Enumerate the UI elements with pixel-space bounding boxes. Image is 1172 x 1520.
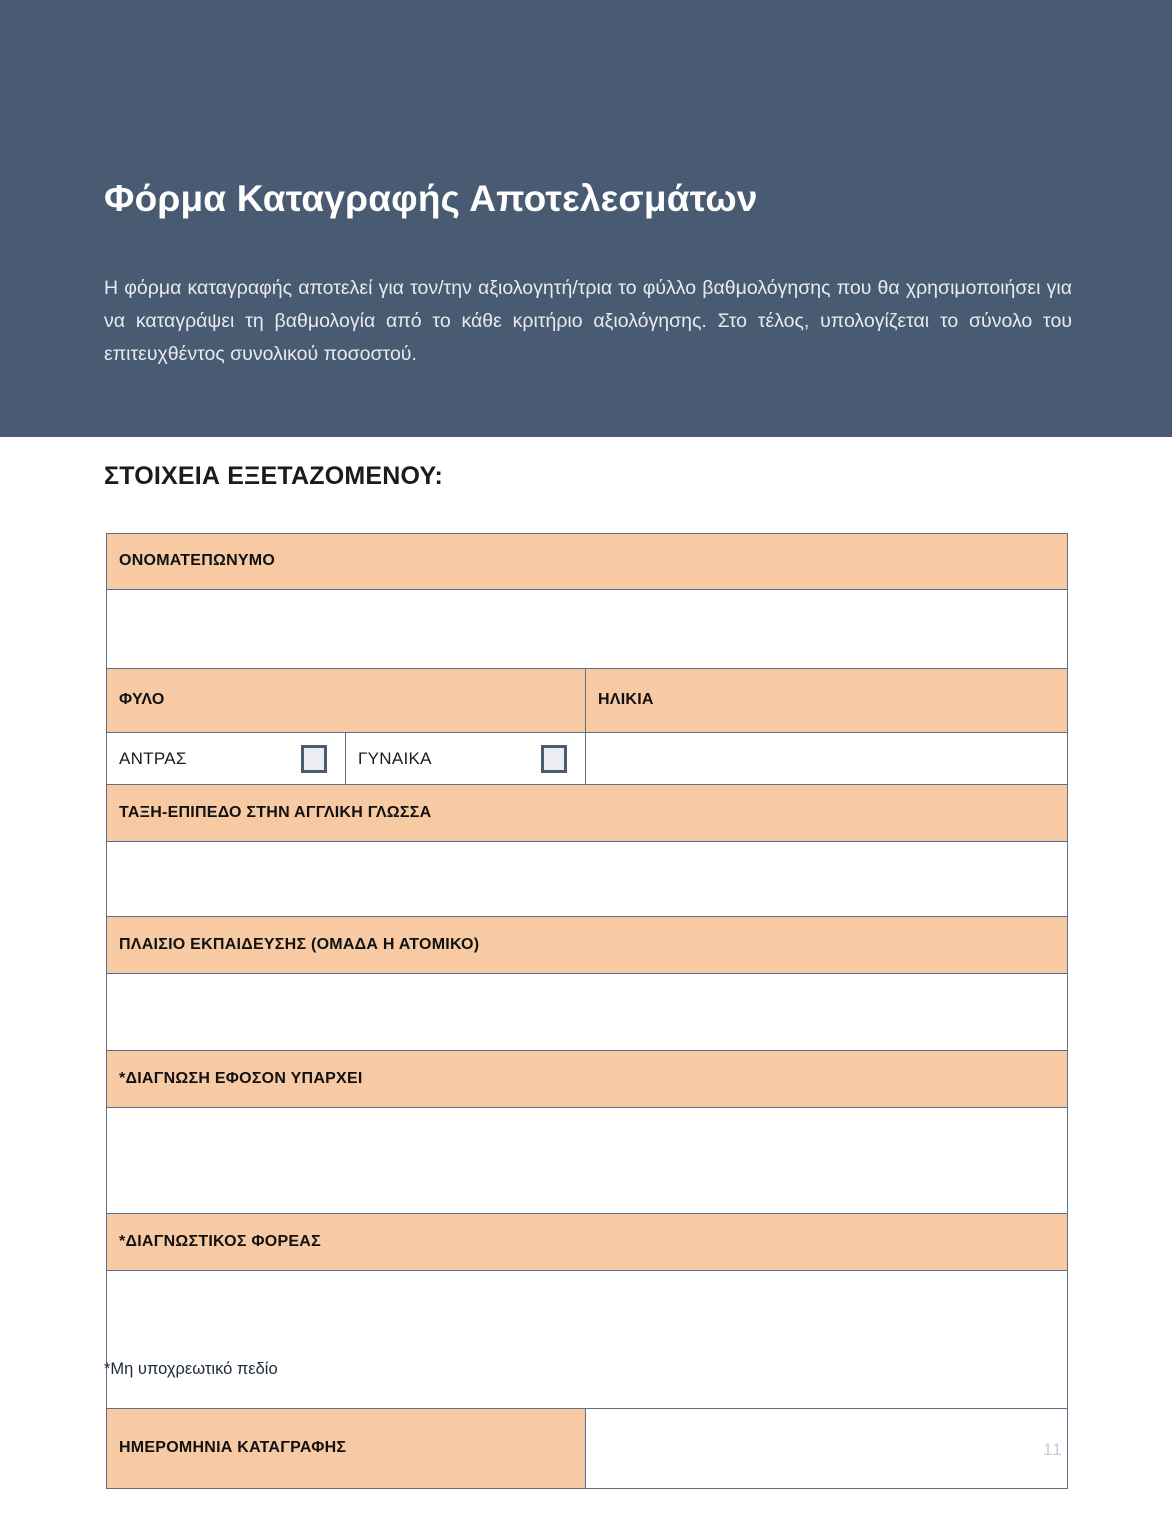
table-row-diagnostic-body-input <box>107 1271 1068 1409</box>
table-row-record-date <box>107 1409 1068 1489</box>
label-record-date: ΗΜΕΡΟΜΗΝΙΑ ΚΑΤΑΓΡΑΦΗΣ <box>107 1409 586 1489</box>
page-header-banner <box>0 0 1172 437</box>
input-diagnostic-body[interactable] <box>107 1271 1068 1409</box>
label-gender: ΦΥΛΟ <box>107 669 586 733</box>
input-record-date[interactable] <box>586 1409 1068 1489</box>
input-education-setting[interactable] <box>107 974 1068 1051</box>
input-english-level[interactable] <box>107 842 1068 917</box>
intro-paragraph: Η φόρμα καταγραφής αποτελεί για τον/την αξιολογητή/τρια το φύλλο βαθμολόγησης που θα χρησιμοποιήσει για να καταγράψει τη βαθμολογία από το κάθε κριτήριο αξιολόγησης. Στο τέλος, υπολογίζεται το σύνολο του επιτευχθέντος συνολικού ποσοστού. <box>104 277 1072 365</box>
candidate-details-form-table <box>106 533 1068 1489</box>
table-row-gender-age-input <box>107 733 1068 785</box>
input-age[interactable] <box>586 733 1068 785</box>
gender-option-female-label: ΓΥΝΑΙΚΑ <box>358 748 432 768</box>
label-age: ΗΛΙΚΙΑ <box>586 669 1068 733</box>
table-row-education-setting-input <box>107 974 1068 1051</box>
label-education-setting: ΠΛΑΙΣΙΟ ΕΚΠΑΙΔΕΥΣΗΣ (ΟΜΑΔΑ Η ΑΤΟΜΙΚΟ) <box>107 917 1068 974</box>
footnote-optional-field: *Μη υποχρεωτικό πεδίο <box>104 1360 278 1378</box>
table-row-diagnosis-header <box>107 1051 1068 1108</box>
label-full-name: ΟΝΟΜΑΤΕΠΩΝΥΜΟ <box>107 534 1068 590</box>
checkbox-female[interactable] <box>541 745 567 773</box>
page-title: Φόρμα Καταγραφής Αποτελεσμάτων <box>104 178 758 219</box>
label-diagnosis: *ΔΙΑΓΝΩΣΗ ΕΦΟΣΟΝ ΥΠΑΡΧΕΙ <box>107 1051 1068 1108</box>
label-english-level: ΤΑΞΗ-ΕΠΙΠΕΔΟ ΣΤΗΝ ΑΓΓΛΙΚΗ ΓΛΩΣΣΑ <box>107 785 1068 842</box>
table-row-english-level-header <box>107 785 1068 842</box>
gender-option-male-label: ΑΝΤΡΑΣ <box>119 748 187 768</box>
table-row-full-name-input <box>107 590 1068 669</box>
table-row-full-name-header <box>107 534 1068 590</box>
page-number: 11 <box>1043 1440 1063 1459</box>
checkbox-male[interactable] <box>301 745 327 773</box>
gender-option-female-cell[interactable] <box>346 733 586 785</box>
input-diagnosis[interactable] <box>107 1108 1068 1214</box>
gender-option-male-cell[interactable] <box>107 733 346 785</box>
table-row-diagnostic-body-header <box>107 1214 1068 1271</box>
table-row-gender-age-header <box>107 669 1068 733</box>
table-row-education-setting-header <box>107 917 1068 974</box>
input-full-name[interactable] <box>107 590 1068 669</box>
section-heading-candidate-details: ΣΤΟΙΧΕΙΑ ΕΞΕΤΑΖΟΜΕΝΟΥ: <box>104 462 443 490</box>
table-row-english-level-input <box>107 842 1068 917</box>
table-row-diagnosis-input <box>107 1108 1068 1214</box>
label-diagnostic-body: *ΔΙΑΓΝΩΣΤΙΚΟΣ ΦΟΡΕΑΣ <box>107 1214 1068 1271</box>
